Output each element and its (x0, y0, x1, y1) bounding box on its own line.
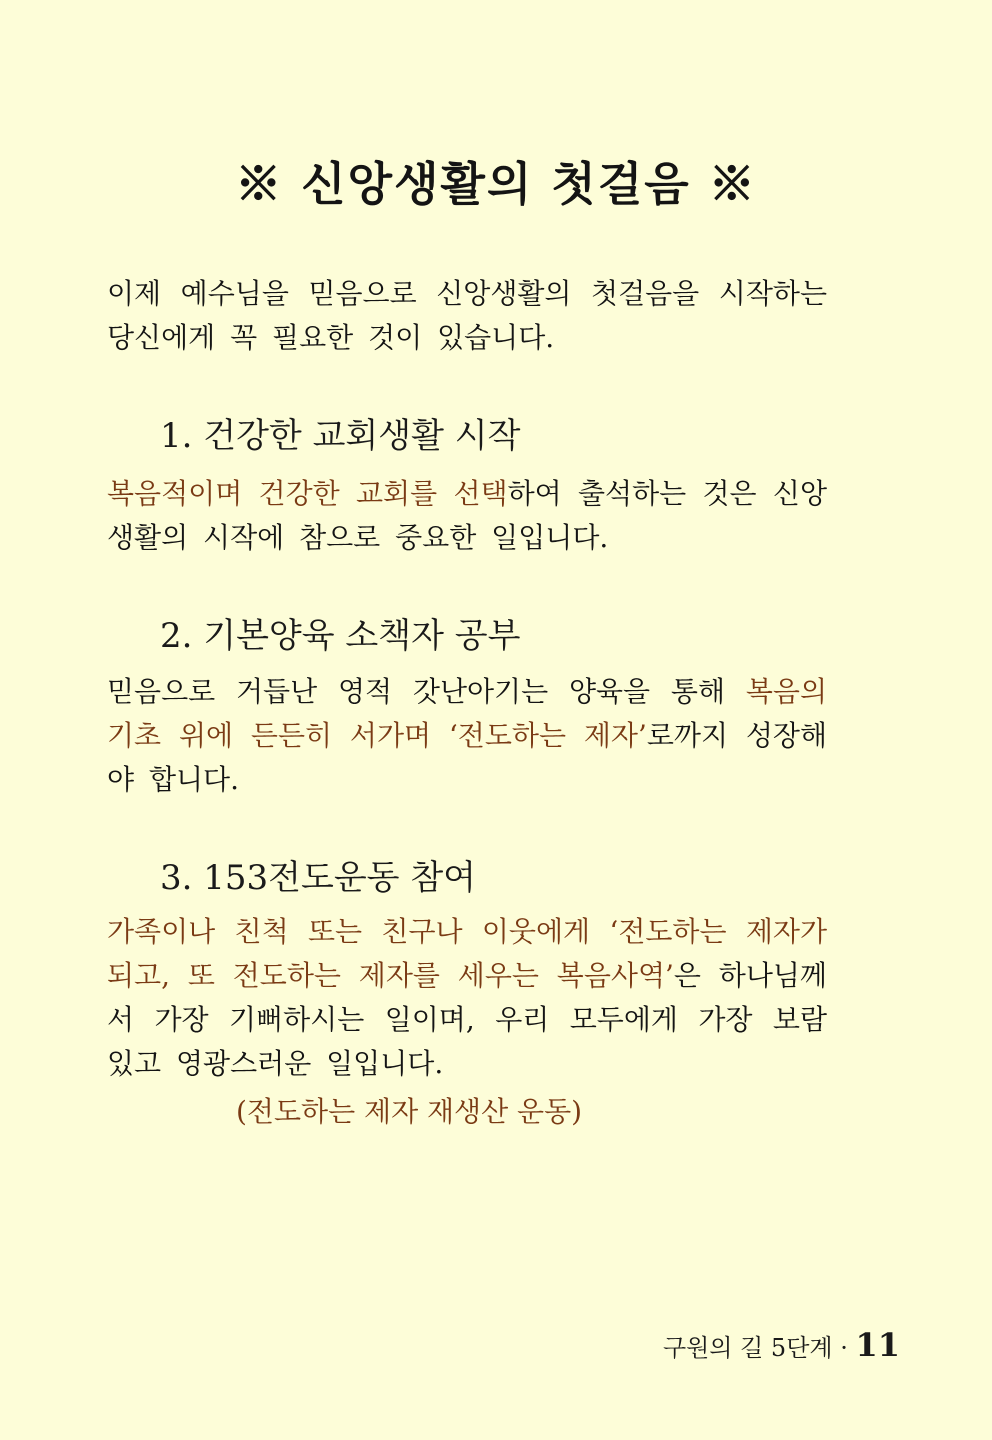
section-3-body-part-3: 은 하나님께서 가장 기뻐하시는 일이며, 우리 모두에게 가장 보람 있고 영광스러운 일입니다. (107, 959, 827, 1080)
section-1-body-part-1: 복음적이며 건강한 교회를 선택 (107, 477, 508, 510)
section-1-body-part-2: 하여 출석하는 것은 신앙생활의 시작에 참으로 중요한 일입니다. (107, 477, 828, 554)
section-3-note: (전도하는 제자 재생산 운동) (236, 1095, 583, 1128)
section-2-body-part-3: 로까지 성장해야 합니다. (107, 719, 827, 796)
section-1-heading: 1. 건강한 교회생활 시작 (160, 416, 521, 456)
page-footer (663, 1326, 900, 1364)
section-1-body (107, 472, 827, 560)
section-3-heading: 3. 153전도운동 참여 (160, 858, 477, 898)
intro-paragraph: 이제 예수님을 믿음으로 신앙생활의 첫걸음을 시작하는 당신에게 꼭 필요한 것이 있습니다. (107, 277, 827, 354)
section-2-body (107, 670, 827, 802)
page-title: ※ 신앙생활의 첫걸음 ※ (235, 157, 757, 211)
section-2-heading: 2. 기본양육 소책자 공부 (160, 616, 521, 656)
section-3-body (107, 910, 827, 1086)
page-number: 11 (855, 1326, 900, 1364)
section-2-body-part-2: 복음의 기초 위에 든든히 서가며 ‘전도하는 제자’ (107, 675, 827, 752)
footer-book-title: 구원의 길 5단계 · (662, 1334, 856, 1362)
section-3-body-part-2: ‘전도하는 제자가 되고, 또 전도하는 제자를 세우는 복음사역’ (107, 915, 827, 992)
section-3-body-part-1: 가족이나 친척 또는 친구나 이웃에게 (107, 915, 610, 948)
section-2-body-part-1: 믿음으로 거듭난 영적 갓난아기는 양육을 통해 (107, 675, 746, 708)
